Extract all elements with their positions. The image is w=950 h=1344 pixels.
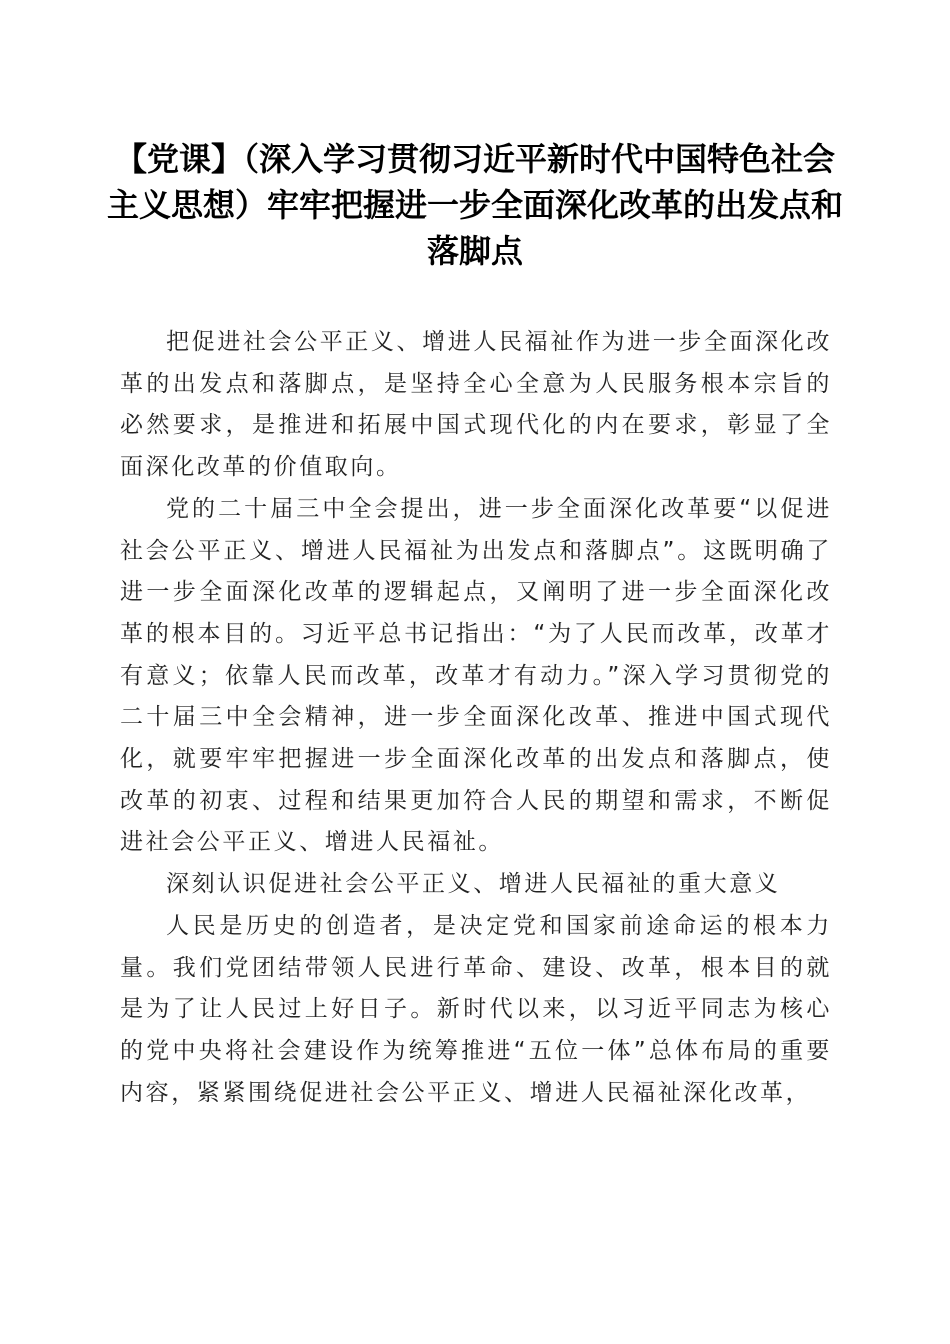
paragraph-1: 把促进社会公平正义、增进人民福祉作为进一步全面深化改革的出发点和落脚点，是坚持全心全意为人民服务根本宗旨的必然要求，是推进和拓展中国式现代化的内在要求，彰显了全面深化改革的价值取向。: [120, 329, 832, 481]
paragraph-3: 人民是历史的创造者，是决定党和国家前途命运的根本力量。我们党团结带领人民进行革命、建设、改革，根本目的就是为了让人民过上好日子。新时代以来，以习近平同志为核心的党中央将社会建设作为统筹推进“五位一体”总体布局的重要内容，紧紧围绕促进社会公平正义、增进人民福祉深化改革，: [120, 912, 832, 1106]
document-title: 【党课】（深入学习贯彻习近平新时代中国特色社会主义思想）牢牢把握进一步全面深化改革的出发点和落脚点: [106, 140, 843, 270]
document-body: [120, 322, 832, 1114]
section-heading: 深刻认识促进社会公平正义、增进人民福祉的重大意义: [166, 871, 781, 898]
paragraph-2: 党的二十届三中全会提出，进一步全面深化改革要“以促进社会公平正义、增进人民福祉为出发点和落脚点”。这既明确了进一步全面深化改革的逻辑起点，又阐明了进一步全面深化改革的根本目的。习近平总书记指出：“为了人民而改革，改革才有意义；依靠人民而改革，改革才有动力。”深入学习贯彻党的二十届三中全会精神，进一步全面深化改革、推进中国式现代化，就要牢牢把握进一步全面深化改革的出发点和落脚点，使改革的初衷、过程和结果更加符合人民的期望和需求，不断促进社会公平正义、增进人民福祉。: [120, 495, 832, 856]
